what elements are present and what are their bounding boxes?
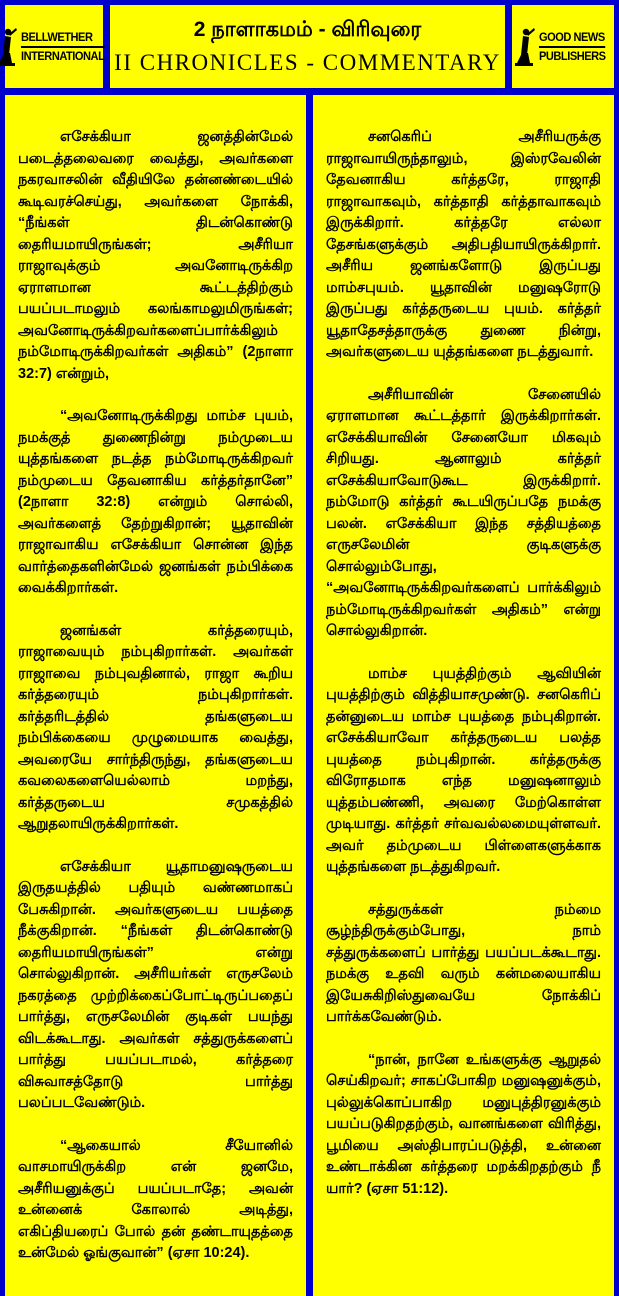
commentary-body (5, 95, 614, 1296)
left-column (5, 95, 306, 1296)
paragraph: சனகெரிப் அசீரியருக்கு ராஜாவாயிருந்தாலும், இஸ்ரவேலின் தேவனாகிய கர்த்தரே, ராஜாதி ராஜாவாகவும், கர்த்தாதி கர்த்தாவாகவும் இருக்கிறார். கர்த்தரே எல்லா தேசங்களுக்கும் அதிபதியாயிருக்கிறார். அசீரிய ஜனங்களோடு இருப்பது மாம்சபுயம். யூதாவின் மனுஷரோடு இருப்பது கர்த்தருடைய புயம். கர்த்தர் யூதாதேசத்தாருக்கு துணை நின்று, அவர்களுடைய யுத்தங்களை நடத்துவார். (326, 129, 601, 360)
herald-figure-icon (514, 25, 536, 69)
logo-line2: PUBLISHERS (539, 49, 606, 63)
paragraph: எசேக்கியா ஜனத்தின்மேல் படைத்தலைவரை வைத்து, அவர்களை நகரவாசலின் வீதியிலே தன்னண்டையில் கூடிவரச்செய்து, அவர்களை நோக்கி, “நீங்கள் திடன்கொண்டு தைரியமாயிருங்கள்; அசீரியா ராஜாவுக்கும் அவனோடிருக்கிற ஏராளமான கூட்டத்திற்கும் பயப்படாமலும் கலங்காமலுமிருங்கள்; அவனோடிருக்கிறவர்களைப்பார்க்கிலும் நம்மோடிருக்கிறவர்கள் அதிகம்” (2நாளா 32:7) என்றும், (18, 129, 293, 382)
paragraph: ஜனங்கள் கர்த்தரையும், ராஜாவையும் நம்புகிறார்கள். அவர்கள் ராஜாவை நம்புவதினால், ராஜா கூறிய கர்த்தரையும் நம்புகிறார்கள். கர்த்தரிடத்தில் தங்களுடைய நம்பிக்கையை முழுமையாக வைத்து, அவரையே சார்ந்திருந்து, தங்களுடைய கவலைகளையெல்லாம் மறந்து, கர்த்தருடைய சமுகத்தில் ஆறுதலாயிருக்கிறார்கள். (18, 622, 293, 832)
bellwether-logo-text (21, 29, 104, 64)
paragraph: “ஆகையால் சீயோனில் வாசமாயிருக்கிற என் ஜனமே, அசீரியனுக்குப் பயப்படாதே; அவன் உன்னைக் கோலால் அடித்து, எகிப்தியரைப் போல் தன் தண்டாயுதத்தை உன்மேல் ஓங்குவான்” (ஏசா 10:24). (18, 1137, 293, 1261)
paragraph: அசீரியாவின் சேனையில் ஏராளமான கூட்டத்தார் இருக்கிறார்கள். எசேக்கியாவின் சேனையோ மிகவும் சிறியது. ஆனாலும் கர்த்தர் எசேக்கியாவோடுகூட இருக்கிறார். நம்மோடு கர்த்தர் கூடயிருப்பதே நமக்கு பலன். எசேக்கியா இந்த சத்தியத்தை எருசலேமின் குடிகளுக்கு சொல்லும்போது, “அவனோடிருக்கிறவர்களைப் பார்க்கிலும் நம்மோடிருக்கிறவர்கள் அதிகம்” என்று சொல்லுகிறான். (326, 386, 601, 639)
paragraph: “அவனோடிருக்கிறது மாம்ச புயம், நமக்குத் துணைநின்று நம்முடைய யுத்தங்களை நடத்த நம்மோடிருக்கிறவர் நம்முடைய தேவனாகிய கர்த்தர்தானே” (2நாளா 32:8) என்றும் சொல்லி, அவர்களைத் தேற்றுகிறான்; யூதாவின் ராஜாவாகிய எசேக்கியா சொன்ன இந்த வார்த்தைகளின்மேல் ஜனங்கள் நம்பிக்கை வைக்கிறார்கள். (18, 408, 293, 596)
title-panel (110, 5, 505, 88)
good-news-publishers-logo (512, 5, 614, 88)
page-title-tamil: 2 நாளாகமம் - விரிவுரை (193, 17, 422, 41)
paragraph: “நான், நானே உங்களுக்கு ஆறுதல் செய்கிறவர்; சாகப்போகிற மனுஷனுக்கும், புல்லுக்கொப்பாகிற மனுபுத்திரனுக்கும் பயப்படுகிறதற்கும், வானங்களை விரித்து, பூமியை அஸ்திபாரப்படுத்தி, உன்னை உண்டாக்கின கர்த்தரை மறக்கிறதற்கும் நீ யார்? (ஏசா 51:12). (326, 1051, 601, 1197)
logo-line2: INTERNATIONAL (21, 49, 105, 63)
paragraph: எசேக்கியா யூதாமனுஷருடைய இருதயத்தில் பதியும் வண்ணமாகப் பேசுகிறான். அவர்களுடைய பயத்தை நீக்குகிறான். “நீங்கள் திடன்கொண்டு தைரியமாயிருங்கள்” என்று சொல்லுகிறான். அசீரியர்கள் எருசலேம் நகரத்தை முற்றிக்கைப்போட்டிருப்பதைப் பார்த்து, எருசலேமின் குடிகள் பயந்து விடக்கூடாது. அவர்கள் சத்துருக்களைப் பார்த்து பயப்படாமல், கர்த்தரை விசுவாசத்தோடு பார்த்து பலப்படவேண்டும். (18, 858, 293, 1111)
paragraph: மாம்ச புயத்திற்கும் ஆவியின் புயத்திற்கும் வித்தியாசமுண்டு. சனகெரிப் தன்னுடைய மாம்ச புயத்தை நம்புகிறான். எசேக்கியாவோ கர்த்தருடைய பலத்த புயத்தை நம்புகிறான். கர்த்தருக்கு விரோதமாக எந்த மனுஷனாலும் யுத்தம்பண்ணி, அவரை மேற்கொள்ள முடியாது. கர்த்தர் சர்வவல்லமையுள்ளவர். அவர் தம்முடைய பிள்ளைகளுக்காக யுத்தங்களை நடத்துகிறவர். (326, 665, 601, 875)
logo-line1: GOOD NEWS (539, 29, 606, 48)
herald-figure-icon (0, 25, 18, 69)
page-title-english: II CHRONICLES - COMMENTARY (114, 49, 501, 75)
bellwether-logo (5, 5, 103, 88)
good-news-publishers-logo-text (539, 29, 606, 64)
right-column (313, 95, 614, 1296)
page-header (5, 5, 614, 88)
logo-line1: BELLWETHER (21, 29, 104, 48)
paragraph: சத்துருக்கள் நம்மை சூழ்ந்திருக்கும்போது, நாம் சத்துருக்களைப் பார்த்து பயப்படக்கூடாது. நமக்கு உதவி வரும் கன்மலையாகிய இயேசுகிறிஸ்துவையே நோக்கிப் பார்க்கவேண்டும். (326, 901, 601, 1025)
